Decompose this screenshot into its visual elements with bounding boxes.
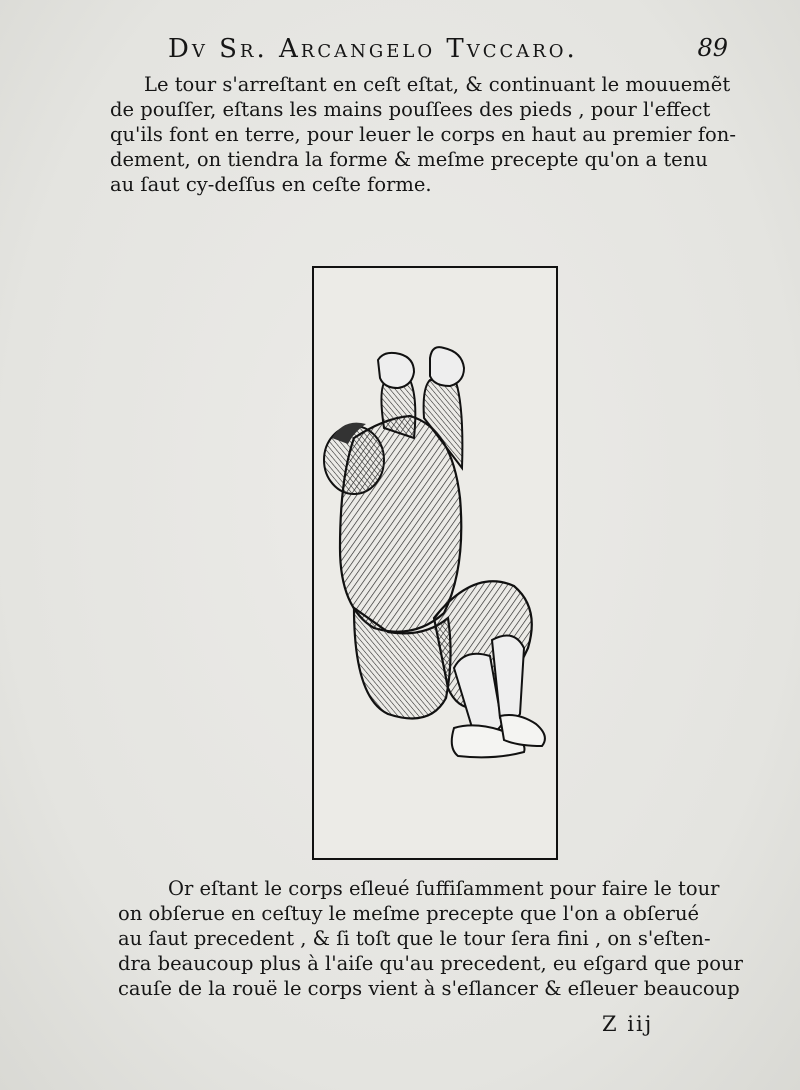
- page-header: [168, 28, 728, 68]
- text-line: de pouſſer, eſtans les mains pouſſees des pieds , pour l'effect: [110, 98, 711, 121]
- woodcut-illustration: [312, 266, 558, 860]
- text-line: qu'ils font en terre, pour leuer le corps en haut au premier fon-: [110, 123, 736, 146]
- top-paragraph: [110, 72, 736, 197]
- text-line: on obſerue en ceſtuy le meſme precepte que l'on a obſerué: [118, 902, 700, 925]
- running-head: Dv Sr. Arcangelo Tvccaro.: [168, 34, 578, 64]
- text-line: au ſaut cy-deſſus en ceſte forme.: [110, 173, 432, 196]
- text-line: Or eſtant le corps eſleué ſuffiſamment pour faire le tour: [168, 877, 720, 900]
- page-number: 89: [697, 34, 728, 62]
- tumbler-icon: [314, 268, 556, 858]
- signature-mark: Z iij: [602, 1012, 654, 1036]
- text-line: cauſe de la rouë le corps vient à s'eſlancer & eſleuer beaucoup: [118, 977, 740, 1000]
- text-line: dra beaucoup plus à l'aiſe qu'au precedent, eu eſgard que pour: [118, 952, 743, 975]
- text-line: Le tour s'arreſtant en ceſt eſtat, & continuant le mouuemẽt: [144, 73, 731, 96]
- text-line: dement, on tiendra la forme & meſme precepte qu'on a tenu: [110, 148, 708, 171]
- bottom-paragraph: [118, 876, 743, 1001]
- text-line: au ſaut precedent , & ſi toſt que le tour ſera fini , on s'eſten-: [118, 927, 711, 950]
